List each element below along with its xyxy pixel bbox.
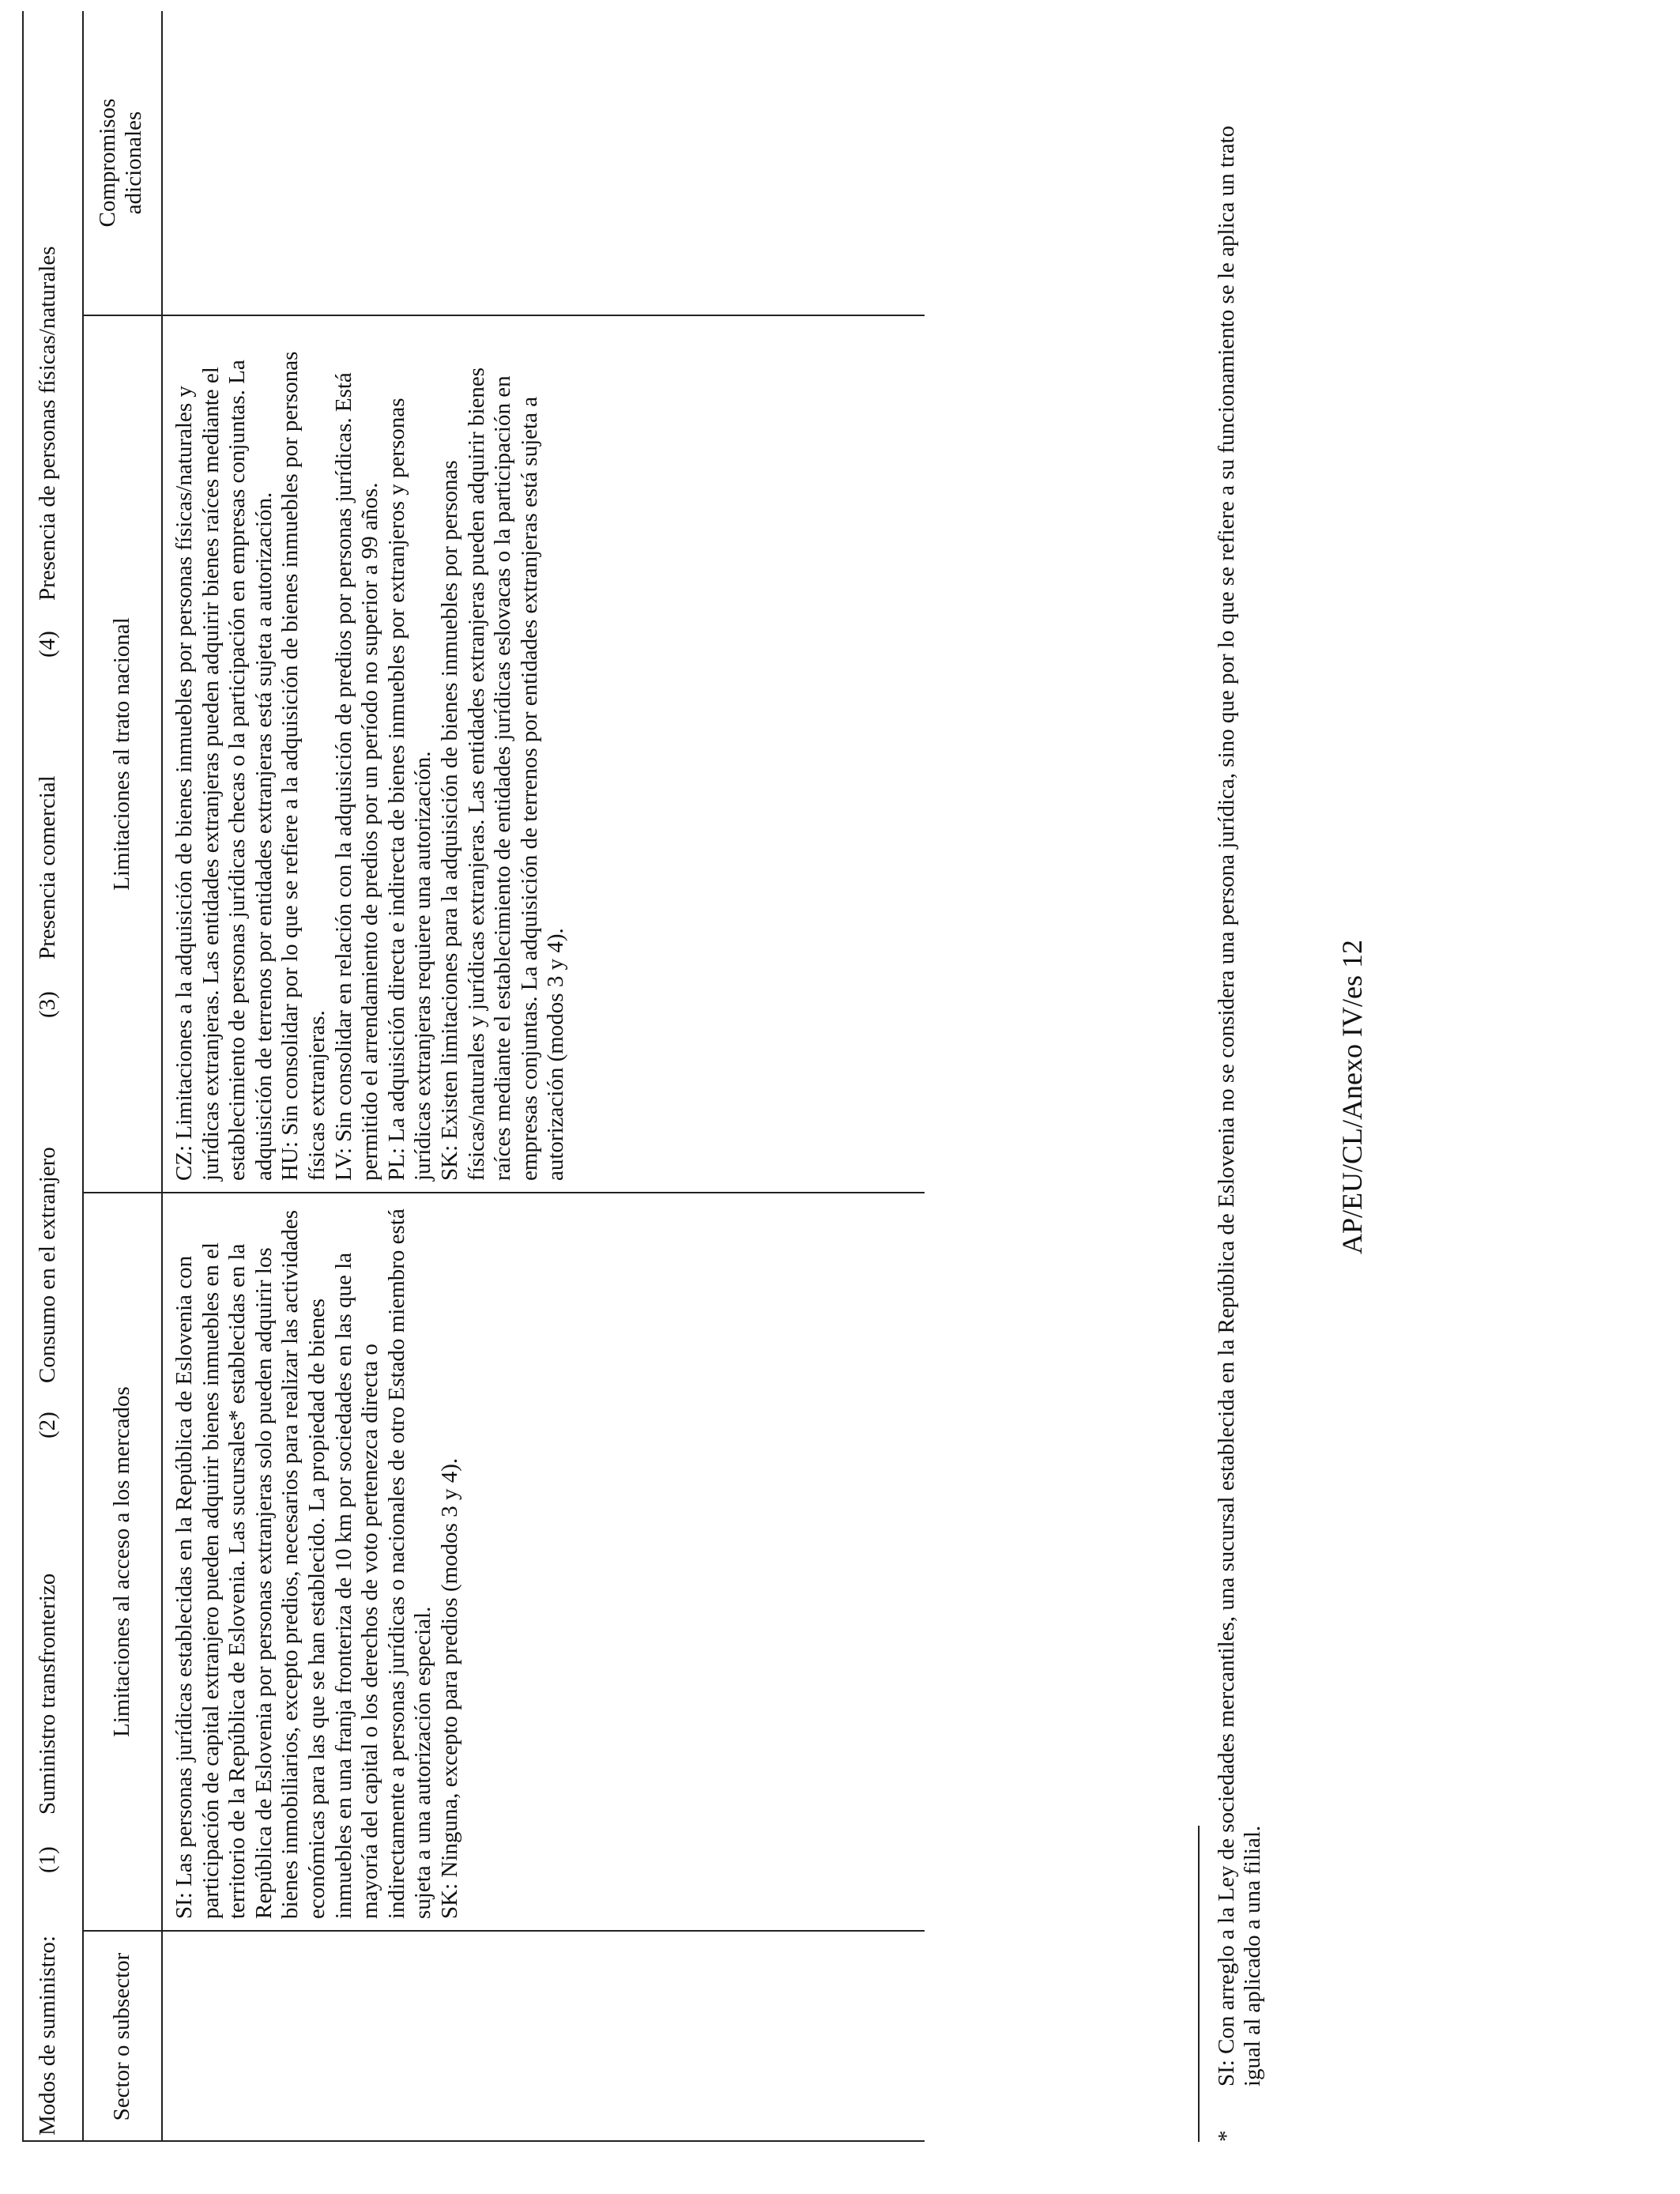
modes-label: Modos de suministro: bbox=[35, 1936, 60, 2136]
footnote-mark: * bbox=[1214, 2130, 1239, 2142]
market-access-sk: SK: Ninguna, excepto para predios (modos 3 y 4). bbox=[436, 1457, 462, 1919]
additional-line-1: Compromisos bbox=[95, 98, 120, 228]
header-market-access: Limitaciones al acceso a los mercados bbox=[109, 1386, 134, 1737]
commitments-table bbox=[22, 11, 925, 2142]
column-divider-2 bbox=[82, 1192, 925, 1193]
header-sector: Sector o subsector bbox=[109, 1952, 134, 2121]
market-access-si: SI: Las personas jurídicas establecidas en la República de Eslovenia con participación de capital extranjero pueden adquirir bienes inmuebles en el territorio de la República de Eslovenia. Las sucursales* establecidas en la República de Eslovenia por personas extranjeras solo pueden adquirir los bienes inmobiliarios, excepto predios, necesarios para realizar las actividades económicas para las que se han establecido. La propiedad de bienes inmuebles en una franja fronteriza de 10 km por sociedades en las que la mayoría del capital o los derechos de voto pertenezca directa o indirectamente a personas jurídicas o nacionales de otro Estado miembro está sujeta a una autorización especial. bbox=[171, 1208, 436, 1919]
national-treatment-lv: LV: Sin consolidar en relación con la adquisición de predios por personas jurídicas. Está permitido el arrendamiento de predios por un período no superior a 99 años. bbox=[330, 372, 383, 1181]
column-header-divider bbox=[161, 11, 163, 2142]
modes-of-supply-bar bbox=[22, 11, 82, 2142]
document-reference: AP/EU/CL/Anexo IV/es 12 bbox=[1336, 940, 1368, 1254]
mode-3-number: (3) bbox=[35, 991, 60, 1018]
header-national-treatment: Limitaciones al trato nacional bbox=[109, 617, 134, 891]
mode-4-number: (4) bbox=[35, 631, 60, 658]
mode-4-label: Presencia de personas físicas/naturales bbox=[35, 246, 60, 601]
additional-line-2: adicionales bbox=[121, 111, 146, 215]
mode-2-label: Consumo en el extranjero bbox=[35, 1147, 60, 1383]
column-divider-1 bbox=[82, 1930, 925, 1932]
mode-2-number: (2) bbox=[35, 1412, 60, 1438]
market-access-cell bbox=[171, 1208, 464, 1919]
footnote-rule bbox=[1198, 1826, 1200, 2142]
footnote-text: SI: Con arreglo a la Ley de sociedades mercantiles, una sucursal establecida en la República de Eslovenia no se considera una persona jurídica, sino que por lo que se refiere a su funcionamiento se le aplica un trato igual al aplicado a una filial. bbox=[1214, 125, 1265, 2087]
national-treatment-cell bbox=[171, 324, 570, 1181]
national-treatment-pl: PL: La adquisición directa e indirecta de bienes inmuebles por extranjeros y personas jurídicas extranjeras requiere una autorización. bbox=[383, 398, 436, 1181]
table-left-border bbox=[22, 2140, 925, 2142]
national-treatment-hu: HU: Sin consolidar por lo que se refiere a la adquisición de bienes inmuebles por personas físicas extranjeras. bbox=[277, 351, 330, 1181]
national-treatment-sk: SK: Existen limitaciones para la adquisición de bienes inmuebles por personas físicas/naturales y jurídicas extranjeras. Las entidades extranjeras pueden adquirir bienes raíces mediante el establecimiento de entidades jurídicas eslovacas o la participación en empresas conjuntas. La adquisición de terrenos por entidades extranjeras está sujeta a autorización (modos 3 y 4). bbox=[436, 367, 569, 1181]
column-divider-3 bbox=[82, 315, 925, 316]
header-additional-commitments bbox=[95, 11, 147, 315]
mode-1-number: (1) bbox=[35, 1846, 60, 1873]
header-divider bbox=[82, 11, 84, 2142]
mode-3-label: Presencia comercial bbox=[35, 775, 60, 959]
national-treatment-cz: CZ: Limitaciones a la adquisición de bienes inmuebles por personas físicas/naturales y jurídicas extranjeras. Las entidades extranjeras pueden adquirir bienes raíces mediante el establecimiento de personas jurídicas checas o la participación en empresas conjuntas. La adquisición de terrenos por entidades extranjeras está sujeta a autorización. bbox=[171, 360, 277, 1181]
mode-1-label: Suministro transfronterizo bbox=[35, 1573, 60, 1815]
